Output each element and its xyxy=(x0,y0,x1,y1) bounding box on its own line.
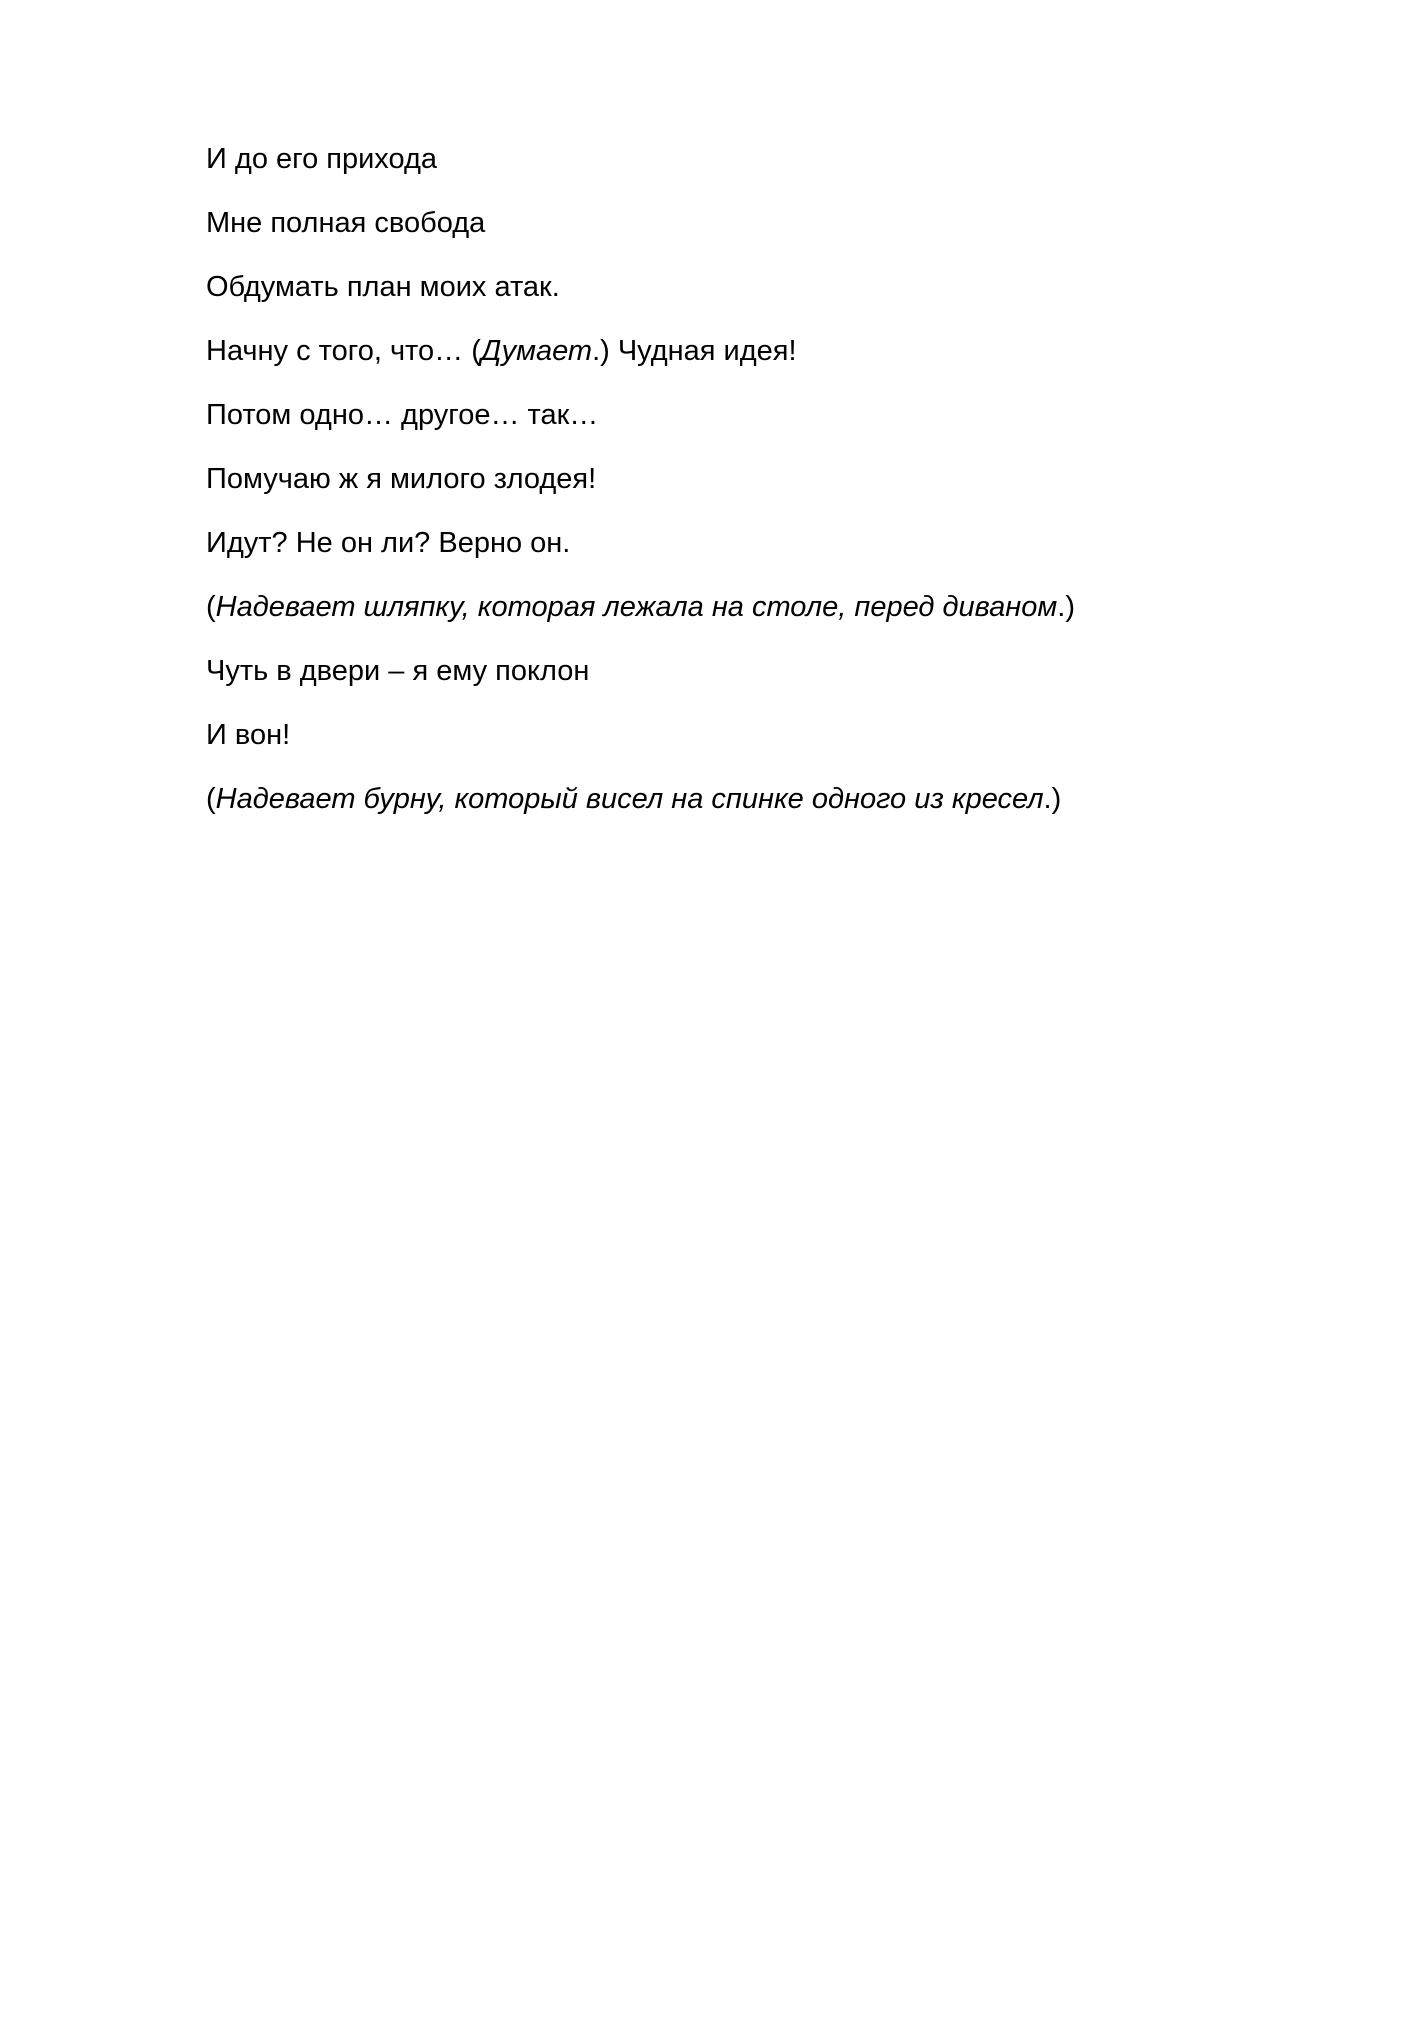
line-text: Идут? Не он ли? Верно он. xyxy=(206,527,571,559)
line-text: Потом одно… другое… так… xyxy=(206,399,599,431)
verse-line xyxy=(206,203,1306,267)
line-text: И до его прихода xyxy=(206,143,438,175)
stage-direction: Надевает шляпку, которая лежала на столе, перед диваном xyxy=(215,591,1058,623)
stage-direction: Надевает бурну, который висел на спинке одного из кресел xyxy=(215,783,1044,815)
line-text: Обдумать план моих атак. xyxy=(206,271,560,303)
verse-text xyxy=(206,139,1306,843)
verse-line xyxy=(206,267,1306,331)
stage-direction-line xyxy=(206,587,1306,651)
line-text: И вон! xyxy=(206,719,291,751)
line-text: Мне полная свобода xyxy=(206,207,486,239)
verse-line xyxy=(206,331,1306,395)
verse-line xyxy=(206,651,1306,715)
verse-line xyxy=(206,715,1306,779)
line-text: Помучаю ж я милого злодея! xyxy=(206,463,597,495)
verse-line xyxy=(206,523,1306,587)
line-text: .) xyxy=(1057,591,1075,623)
line-text: Начну с того, что… ( xyxy=(206,335,481,367)
stage-direction-line xyxy=(206,779,1306,843)
line-text: Чуть в двери – я ему поклон xyxy=(206,655,590,687)
verse-line xyxy=(206,139,1306,203)
line-text: ( xyxy=(206,783,216,815)
line-text: .) Чудная идея! xyxy=(592,335,797,367)
line-text: .) xyxy=(1043,783,1062,815)
verse-line xyxy=(206,459,1306,523)
verse-line xyxy=(206,395,1306,459)
stage-direction: Думает xyxy=(480,335,593,367)
line-text: ( xyxy=(206,591,216,623)
